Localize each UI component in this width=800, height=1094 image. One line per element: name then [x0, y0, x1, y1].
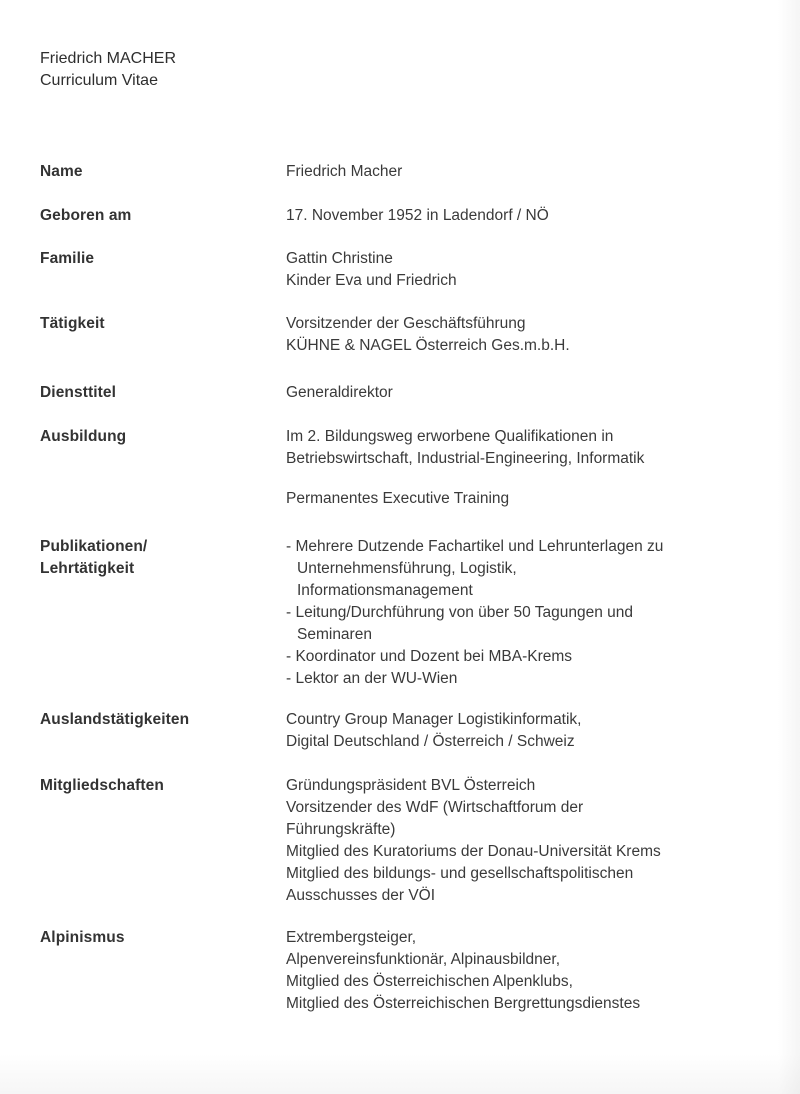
document-header: [40, 48, 176, 92]
row-label: [40, 536, 280, 580]
row-label-line: Lehrtätigkeit: [40, 560, 135, 577]
value-line: Gründungspräsident BVL Österreich: [286, 777, 536, 794]
value-line: Generaldirektor: [286, 384, 393, 401]
value-line: Mitglied des bildungs- und gesellschaftspolitischen: [286, 865, 634, 882]
author-name: Friedrich MACHER: [40, 50, 177, 67]
value-line: Seminaren: [297, 626, 372, 643]
row-label: Ausbildung: [40, 428, 127, 445]
row-value: [286, 709, 766, 753]
value-line: Informationsmanagement: [297, 582, 473, 599]
row-value: [286, 248, 766, 292]
value-line: Country Group Manager Logistikinformatik,: [286, 711, 582, 728]
row-value: [286, 426, 766, 510]
row-label: Tätigkeit: [40, 315, 105, 332]
value-line: Vorsitzender der Geschäftsführung: [286, 315, 526, 332]
row-value: [286, 775, 766, 907]
value-line: Extrembergsteiger,: [286, 929, 417, 946]
value-line: Alpenvereinsfunktionär, Alpinausbildner,: [286, 951, 561, 968]
row-label: Geboren am: [40, 207, 132, 224]
value-line: - Lektor an der WU-Wien: [286, 670, 458, 687]
value-line: Im 2. Bildungsweg erworbene Qualifikationen in: [286, 428, 614, 445]
row-value: [286, 313, 766, 357]
scan-bottom-shadow: [0, 1054, 800, 1094]
value-line: Führungskräfte): [286, 821, 396, 838]
value-line: Unternehmensführung, Logistik,: [297, 560, 517, 577]
row-value: [286, 205, 766, 227]
value-line: KÜHNE & NAGEL Österreich Ges.m.b.H.: [286, 337, 570, 354]
value-spacer: [286, 470, 766, 488]
row-value: [286, 382, 766, 404]
value-line: Vorsitzender des WdF (Wirtschaftforum der: [286, 799, 584, 816]
value-line: Mitglied des Österreichischen Alpenklubs,: [286, 973, 573, 990]
value-line: 17. November 1952 in Ladendorf / NÖ: [286, 207, 549, 224]
value-line: Permanentes Executive Training: [286, 490, 510, 507]
row-label: Mitgliedschaften: [40, 777, 164, 794]
row-label-line: Publikationen/: [40, 538, 148, 555]
value-line: - Koordinator und Dozent bei MBA-Krems: [286, 648, 573, 665]
value-line: Digital Deutschland / Österreich / Schweiz: [286, 733, 575, 750]
document-title: Curriculum Vitae: [40, 72, 158, 89]
row-value: [286, 536, 766, 690]
row-value: [286, 927, 766, 1015]
value-line: - Mehrere Dutzende Fachartikel und Lehrunterlagen zu: [286, 538, 664, 555]
value-line: Kinder Eva und Friedrich: [286, 272, 457, 289]
value-line: Friedrich Macher: [286, 163, 403, 180]
row-label: Diensttitel: [40, 384, 117, 401]
value-line: Ausschusses der VÖI: [286, 887, 436, 904]
value-line: Betriebswirtschaft, Industrial-Engineering, Informatik: [286, 450, 645, 467]
value-line: Gattin Christine: [286, 250, 393, 267]
row-label: Auslandstätigkeiten: [40, 711, 190, 728]
row-label: Name: [40, 163, 83, 180]
row-value: [286, 161, 766, 183]
value-line: Mitglied des Österreichischen Bergrettungsdienstes: [286, 995, 641, 1012]
value-line: Mitglied des Kuratoriums der Donau-Universität Krems: [286, 843, 661, 860]
scan-edge-shadow: [778, 0, 800, 1094]
row-label: Familie: [40, 250, 95, 267]
row-label: Alpinismus: [40, 929, 125, 946]
value-line: - Leitung/Durchführung von über 50 Tagungen und: [286, 604, 634, 621]
